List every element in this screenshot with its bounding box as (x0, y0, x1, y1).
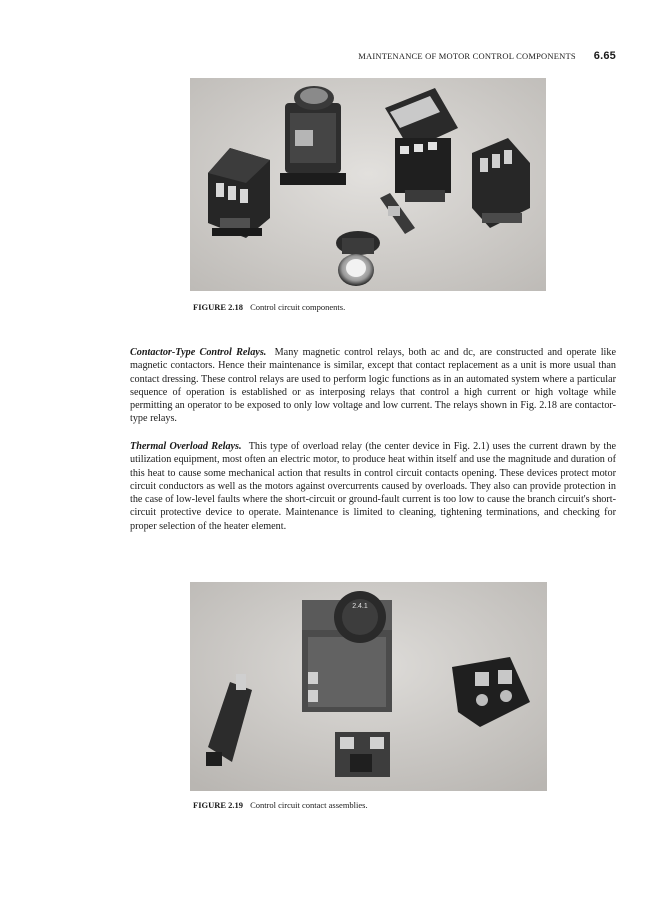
figure-2-19-label: FIGURE 2.19 (193, 800, 244, 810)
figure-2-18-caption-text: Control circuit components. (250, 302, 346, 312)
figure-2-18-caption (193, 302, 345, 312)
figure-2-19-caption (193, 800, 368, 810)
paragraph-heading: Contactor-Type Control Relays. (130, 347, 267, 358)
paragraph-text: This type of overload relay (the center device in Fig. 2.1) uses the current drawn by the utilization equipment, most often an electric motor, to produce heat within itself and use the magnitude and duration of this heat to cause some mechanical action that results in control circuit contacts opening. These devices protect motor circuit conductors as well as the motors against overcurrents caused by overloads. They also can provide protection in the case of low-level faults where the short-circuit or ground-fault current is too low to cause the branch circuit's short-circuit protective device to operate. Maintenance is limited to cleaning, tightening terminations, and checking for proper selection of the heater element. (130, 441, 616, 532)
timer-dial-text: 2.4.1 (352, 603, 368, 610)
figure-2-18-label: FIGURE 2.18 (193, 302, 244, 312)
page-number: 6.65 (593, 50, 616, 62)
figure-2-19-photo (190, 582, 547, 791)
running-title: MAINTENANCE OF MOTOR CONTROL COMPONENTS (358, 51, 576, 61)
paragraph-text: Many magnetic control relays, both ac and dc, are constructed and operate like magnetic contactors. Hence their maintenance is similar, except that contact replacement as a unit is more usual than contact dressing. These control relays are used to perform logic functions as in an automated system where a particular sequence of operation is established or as interposing relays that control a high current or high voltage while permitting an operator to be exposed to only low voltage and low current. The relays shown in Fig. 2.18 are contactor-type relays. (130, 347, 616, 425)
figure-2-19-caption-text: Control circuit contact assemblies. (250, 800, 368, 810)
figure-2-18-photo (190, 78, 546, 291)
paragraph-contactor-type-control-relays (130, 346, 616, 426)
paragraph-heading: Thermal Overload Relays. (130, 441, 242, 452)
paragraph-thermal-overload-relays (130, 440, 616, 533)
bottom-contact-block (335, 732, 390, 777)
center-timer-contact-block (302, 591, 392, 712)
running-header (130, 50, 616, 64)
